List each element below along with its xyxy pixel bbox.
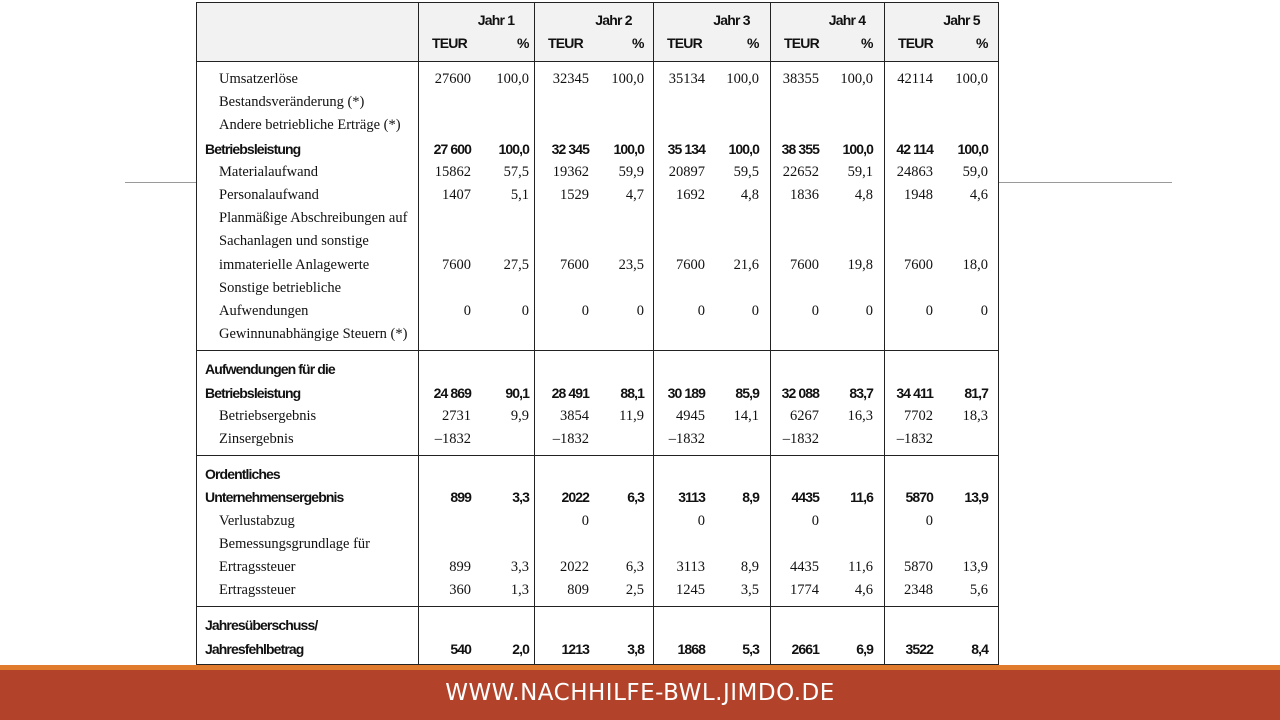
row-label: Ertragssteuer	[219, 559, 296, 575]
percent-value: 6,3	[625, 559, 644, 575]
teur-value: 1245	[676, 582, 705, 599]
teur-value: 28 491	[551, 384, 589, 401]
percent-value: 18,0	[962, 256, 988, 273]
teur-value: 3113	[678, 489, 705, 506]
teur-value: 0	[581, 303, 589, 319]
unit-header: TEUR	[784, 35, 819, 51]
row-label: Jahresfehlbetrag	[205, 640, 304, 657]
row-label: Betriebsleistung	[205, 140, 301, 157]
percent-value: 85,9	[735, 384, 759, 401]
teur-value: 24 869	[433, 384, 471, 401]
teur-value: 1868	[677, 640, 705, 657]
percent-value: 13,9	[964, 489, 988, 506]
percent-header: %	[632, 35, 644, 51]
teur-value: 7600	[442, 256, 471, 273]
percent-value: 8,9	[742, 489, 759, 506]
percent-header: %	[517, 35, 529, 51]
teur-value: 7600	[676, 256, 705, 273]
teur-value: 0	[697, 512, 705, 529]
unit-header: TEUR	[548, 35, 583, 51]
teur-value: –1832	[552, 431, 589, 447]
percent-value: 9,9	[510, 407, 529, 424]
percent-value: 5,3	[742, 640, 759, 657]
teur-value: 7600	[560, 256, 589, 273]
percent-value: 13,9	[962, 559, 988, 575]
percent-value: 6,9	[856, 640, 873, 657]
row-label: Sachanlagen und sonstige	[219, 233, 369, 250]
percent-value: 59,0	[962, 163, 988, 180]
percent-header: %	[976, 35, 988, 51]
teur-value: 7600	[904, 256, 933, 273]
teur-value: 7702	[904, 407, 933, 424]
teur-value: 7600	[790, 256, 819, 273]
percent-value: 11,9	[619, 407, 644, 424]
teur-value: 42114	[897, 71, 933, 87]
teur-value: 6267	[790, 407, 819, 424]
percent-value: 3,5	[740, 582, 759, 599]
row-label: Jahresüberschuss/	[205, 617, 318, 634]
row-label: Bemessungsgrundlage für	[219, 535, 371, 552]
teur-value: 22652	[782, 163, 819, 180]
year-header-2: Jahr 2	[595, 12, 632, 28]
row-label: Umsatzerlöse	[219, 71, 298, 87]
teur-value: 32 345	[551, 140, 589, 157]
percent-value: 4,7	[625, 187, 644, 203]
row-label: Zinsergebnis	[219, 431, 294, 447]
year-header-4: Jahr 4	[828, 12, 866, 28]
group-separator	[197, 455, 998, 456]
teur-value: 899	[449, 559, 471, 575]
percent-value: 83,7	[849, 384, 873, 401]
unit-header: TEUR	[432, 35, 467, 51]
column-divider	[534, 3, 535, 664]
teur-value: 38355	[782, 71, 819, 87]
column-divider	[418, 3, 419, 664]
year-header-1: Jahr 1	[477, 12, 515, 28]
unit-header: TEUR	[667, 35, 702, 51]
teur-value: –1832	[782, 431, 819, 447]
percent-value: 57,5	[503, 163, 529, 180]
percent-value: 4,6	[854, 582, 873, 599]
teur-value: 15862	[434, 163, 471, 180]
percent-value: 2,5	[625, 582, 644, 599]
percent-value: 100,0	[957, 140, 988, 157]
row-label: Betriebsleistung	[205, 384, 301, 401]
teur-value: 3522	[905, 640, 933, 657]
teur-value: 42 114	[896, 140, 933, 157]
percent-value: 2,0	[512, 640, 529, 657]
percent-value: 100,0	[611, 71, 644, 87]
percent-value: 100,0	[842, 140, 873, 157]
teur-value: 0	[697, 303, 705, 319]
percent-value: 27,5	[503, 256, 529, 273]
row-label: Betriebsergebnis	[219, 407, 317, 424]
teur-value: 19362	[552, 163, 589, 180]
percent-value: 59,9	[618, 163, 644, 180]
percent-value: 19,8	[847, 256, 873, 273]
teur-value: –1832	[668, 431, 705, 447]
column-divider	[770, 3, 771, 664]
percent-value: 5,1	[510, 187, 529, 203]
percent-value: 18,3	[962, 407, 988, 424]
teur-value: –1832	[896, 431, 933, 447]
teur-value: 0	[925, 512, 933, 529]
income-statement-table	[196, 2, 999, 665]
percent-value: 0	[521, 303, 529, 319]
teur-value: 2348	[904, 582, 933, 599]
teur-value: 4945	[676, 407, 705, 424]
teur-value: 30 189	[667, 384, 705, 401]
percent-value: 8,9	[740, 559, 759, 575]
teur-value: 1529	[560, 187, 589, 203]
percent-value: 90,1	[505, 384, 529, 401]
percent-value: 6,3	[627, 489, 644, 506]
percent-header: %	[861, 35, 873, 51]
row-label: Planmäßige Abschreibungen auf	[219, 210, 408, 227]
percent-value: 88,1	[620, 384, 644, 401]
percent-value: 100,0	[726, 71, 759, 87]
row-label: Ertragssteuer	[219, 582, 296, 599]
row-label: Ordentliches	[205, 466, 280, 483]
teur-value: 27 600	[433, 140, 471, 157]
percent-value: 4,6	[969, 187, 988, 203]
row-label: Andere betriebliche Erträge (*)	[219, 117, 401, 134]
percent-value: 0	[865, 303, 873, 319]
teur-value: 4435	[791, 489, 819, 506]
teur-value: 35134	[668, 71, 705, 87]
column-divider	[653, 3, 654, 664]
teur-value: 34 411	[896, 384, 933, 401]
group-separator	[197, 606, 998, 607]
percent-value: 3,8	[627, 640, 644, 657]
row-label: Materialaufwand	[219, 163, 319, 180]
percent-value: 100,0	[613, 140, 644, 157]
teur-value: 2022	[561, 489, 589, 506]
percent-value: 1,3	[510, 582, 529, 599]
year-header-3: Jahr 3	[713, 12, 750, 28]
percent-header: %	[747, 35, 759, 51]
teur-value: 0	[463, 303, 471, 319]
percent-value: 100,0	[955, 71, 988, 87]
teur-value: 1836	[790, 187, 819, 203]
percent-value: 100,0	[498, 140, 529, 157]
teur-value: 0	[811, 303, 819, 319]
percent-value: 4,8	[740, 187, 759, 203]
percent-value: 0	[980, 303, 988, 319]
row-label: Aufwendungen für die	[205, 361, 335, 378]
row-label: immaterielle Anlagewerte	[219, 256, 370, 273]
percent-value: 11,6	[848, 559, 873, 575]
teur-value: 38 355	[781, 140, 819, 157]
year-header-5: Jahr 5	[943, 12, 980, 28]
teur-value: 5870	[905, 489, 933, 506]
percent-value: 14,1	[733, 407, 759, 424]
row-label: Bestandsveränderung (*)	[219, 94, 365, 111]
teur-value: 3854	[560, 407, 589, 424]
teur-value: 1213	[561, 640, 589, 657]
percent-value: 3,3	[512, 489, 529, 506]
teur-value: 360	[449, 582, 471, 599]
row-label: Unternehmensergebnis	[205, 489, 344, 506]
teur-value: 2731	[442, 407, 471, 424]
teur-value: 35 134	[667, 140, 705, 157]
teur-value: 0	[811, 512, 819, 529]
percent-value: 81,7	[964, 384, 988, 401]
teur-value: 20897	[668, 163, 705, 180]
teur-value: 2661	[791, 640, 819, 657]
teur-value: 32345	[552, 71, 589, 87]
teur-value: 24863	[896, 163, 933, 180]
teur-value: 27600	[434, 71, 471, 87]
teur-value: 5870	[904, 559, 933, 575]
teur-value: 3113	[676, 559, 705, 575]
percent-value: 23,5	[618, 256, 644, 273]
teur-value: 1948	[904, 187, 933, 203]
teur-value: 1407	[442, 187, 471, 203]
percent-value: 5,6	[969, 582, 988, 599]
teur-value: 0	[925, 303, 933, 319]
percent-value: 0	[751, 303, 759, 319]
group-separator	[197, 350, 998, 351]
percent-value: 3,3	[510, 559, 529, 575]
teur-value: 4435	[790, 559, 819, 575]
row-label: Gewinnunabhängige Steuern (*)	[219, 326, 408, 343]
percent-value: 59,5	[733, 163, 759, 180]
percent-value: 21,6	[733, 256, 759, 273]
unit-header: TEUR	[898, 35, 933, 51]
percent-value: 11,6	[850, 489, 873, 506]
teur-value: 1692	[676, 187, 705, 203]
teur-value: –1832	[434, 431, 471, 447]
percent-value: 59,1	[847, 163, 873, 180]
percent-value: 100,0	[728, 140, 759, 157]
teur-value: 0	[581, 512, 589, 529]
teur-value: 2022	[560, 559, 589, 575]
percent-value: 4,8	[854, 187, 873, 203]
teur-value: 1774	[790, 582, 819, 599]
footer-bar	[0, 670, 1280, 720]
percent-value: 0	[636, 303, 644, 319]
row-label: Aufwendungen	[219, 303, 309, 319]
teur-value: 540	[450, 640, 471, 657]
teur-value: 809	[567, 582, 589, 599]
row-label: Verlustabzug	[219, 512, 295, 529]
column-divider	[884, 3, 885, 664]
teur-value: 32 088	[781, 384, 819, 401]
footer-website-link[interactable]: WWW.NACHHILFE-BWL.JIMDO.DE	[445, 680, 835, 706]
percent-value: 100,0	[496, 71, 529, 87]
row-label: Sonstige betriebliche	[219, 279, 342, 296]
percent-value: 16,3	[847, 407, 873, 424]
percent-value: 100,0	[840, 71, 873, 87]
row-label: Personalaufwand	[219, 187, 319, 203]
teur-value: 899	[450, 489, 471, 506]
percent-value: 8,4	[971, 640, 988, 657]
